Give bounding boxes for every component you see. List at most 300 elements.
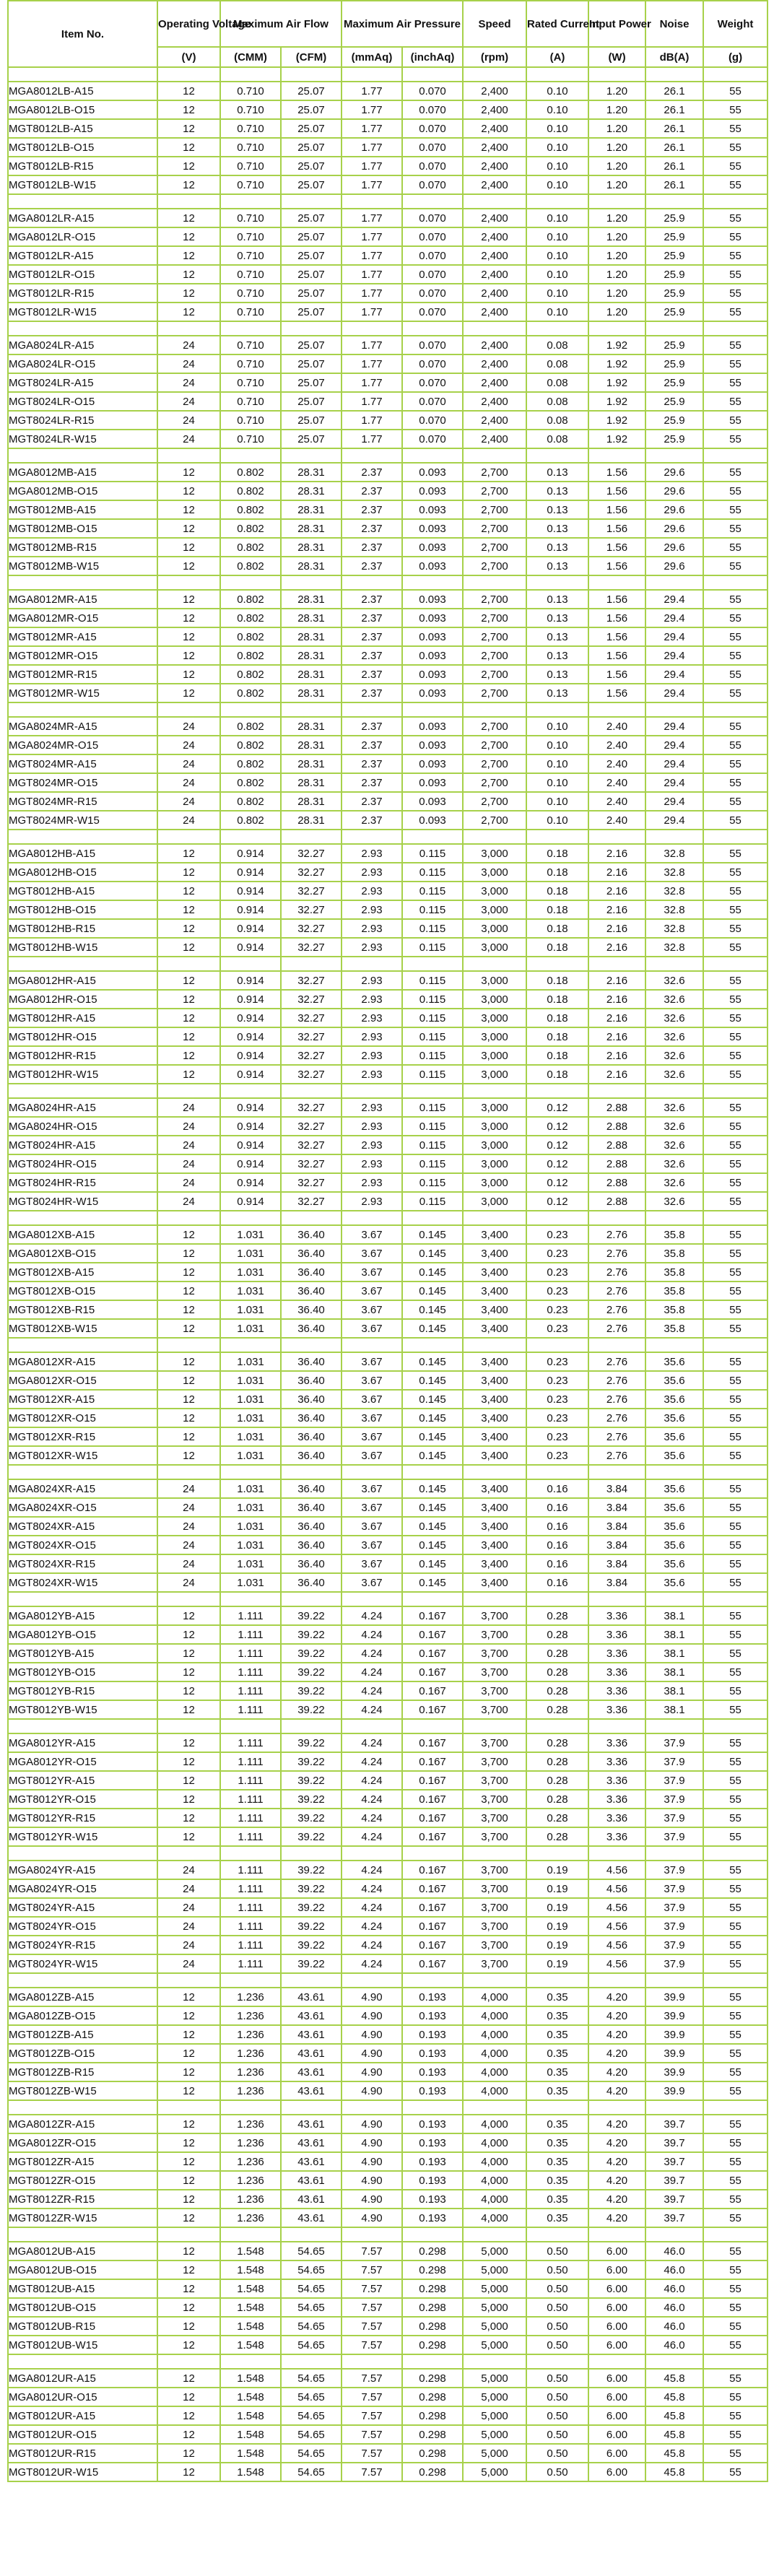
spacer-cell (463, 2227, 526, 2242)
model-cell: MGT8024LR-O15 (8, 392, 157, 411)
weight-cell: 55 (703, 1790, 768, 1809)
current-cell: 0.18 (526, 844, 588, 863)
spacer-cell (703, 2354, 768, 2369)
noise-cell: 29.4 (645, 736, 703, 754)
mmaq-cell: 4.90 (342, 2063, 402, 2081)
table-row (8, 1117, 768, 1136)
speed-cell: 3,000 (463, 1027, 526, 1046)
spacer-cell (281, 321, 342, 336)
mmaq-cell: 1.77 (342, 246, 402, 265)
cmm-cell: 1.548 (220, 2317, 281, 2336)
current-cell: 0.08 (526, 411, 588, 430)
speed-cell: 5,000 (463, 2260, 526, 2279)
power-cell: 2.16 (588, 1009, 645, 1027)
power-cell: 6.00 (588, 2336, 645, 2354)
cmm-cell: 1.548 (220, 2336, 281, 2354)
model-cell: MGA8012LR-A15 (8, 209, 157, 227)
cmm-cell: 0.802 (220, 811, 281, 830)
noise-cell: 26.1 (645, 100, 703, 119)
table-row (8, 1390, 768, 1409)
current-cell: 0.10 (526, 209, 588, 227)
mmaq-cell: 7.57 (342, 2369, 402, 2388)
table-row (8, 303, 768, 321)
spacer-cell (463, 448, 526, 463)
voltage-cell: 24 (157, 1136, 220, 1154)
inchaq-cell: 0.145 (402, 1536, 463, 1554)
cmm-cell: 1.031 (220, 1352, 281, 1371)
inchaq-cell: 0.145 (402, 1390, 463, 1409)
current-cell: 0.23 (526, 1319, 588, 1338)
cfm-cell: 36.40 (281, 1244, 342, 1263)
weight-cell: 55 (703, 1809, 768, 1827)
model-cell: MGA8012UB-O15 (8, 2260, 157, 2279)
cfm-cell: 32.27 (281, 1192, 342, 1211)
noise-cell: 29.4 (645, 717, 703, 736)
spacer-cell (645, 957, 703, 971)
power-cell: 1.92 (588, 336, 645, 354)
mmaq-cell: 2.93 (342, 971, 402, 990)
current-cell: 0.35 (526, 2152, 588, 2171)
inchaq-cell: 0.193 (402, 2063, 463, 2081)
voltage-cell: 12 (157, 1390, 220, 1409)
speed-cell: 4,000 (463, 2044, 526, 2063)
current-cell: 0.12 (526, 1136, 588, 1154)
weight-cell: 55 (703, 2260, 768, 2279)
model-cell: MGT8012YR-R15 (8, 1809, 157, 1827)
power-cell: 1.56 (588, 519, 645, 538)
table-row (8, 627, 768, 646)
table-row (8, 665, 768, 684)
weight-cell: 55 (703, 482, 768, 500)
unit-mmaq: (mmAq) (342, 47, 402, 67)
inchaq-cell: 0.070 (402, 411, 463, 430)
current-cell: 0.12 (526, 1192, 588, 1211)
spacer-cell (281, 575, 342, 590)
speed-cell: 4,000 (463, 2133, 526, 2152)
table-row (8, 773, 768, 792)
spacer-cell (645, 1592, 703, 1606)
spacer-cell (281, 2227, 342, 2242)
inchaq-cell: 0.167 (402, 1898, 463, 1917)
weight-cell: 55 (703, 919, 768, 938)
speed-cell: 3,700 (463, 1606, 526, 1625)
noise-cell: 39.9 (645, 2006, 703, 2025)
power-cell: 3.36 (588, 1625, 645, 1644)
cmm-cell: 0.914 (220, 990, 281, 1009)
cfm-cell: 39.22 (281, 1644, 342, 1663)
speed-cell: 2,400 (463, 227, 526, 246)
weight-cell: 55 (703, 1573, 768, 1592)
model-cell: MGT8024HR-W15 (8, 1192, 157, 1211)
speed-cell: 3,000 (463, 1154, 526, 1173)
inchaq-cell: 0.298 (402, 2388, 463, 2406)
voltage-cell: 12 (157, 2298, 220, 2317)
power-cell: 2.16 (588, 971, 645, 990)
cfm-cell: 32.27 (281, 919, 342, 938)
spacer-cell (463, 957, 526, 971)
current-cell: 0.50 (526, 2242, 588, 2260)
cfm-cell: 39.22 (281, 1827, 342, 1846)
model-cell: MGA8024XR-O15 (8, 1498, 157, 1517)
cfm-cell: 32.27 (281, 844, 342, 863)
table-row (8, 1517, 768, 1536)
speed-cell: 2,700 (463, 684, 526, 702)
mmaq-cell: 3.67 (342, 1554, 402, 1573)
table-row (8, 175, 768, 194)
noise-cell: 35.8 (645, 1319, 703, 1338)
inchaq-cell: 0.093 (402, 482, 463, 500)
spacer-cell (342, 575, 402, 590)
inchaq-cell: 0.145 (402, 1573, 463, 1592)
mmaq-cell: 7.57 (342, 2242, 402, 2260)
cfm-cell: 54.65 (281, 2444, 342, 2463)
cfm-cell: 28.31 (281, 717, 342, 736)
noise-cell: 46.0 (645, 2260, 703, 2279)
inchaq-cell: 0.298 (402, 2444, 463, 2463)
mmaq-cell: 3.67 (342, 1390, 402, 1409)
spacer-cell (703, 448, 768, 463)
group-spacer-row (8, 321, 768, 336)
spacer-cell (8, 448, 157, 463)
header-noise: Noise (645, 1, 703, 47)
spacer-cell (588, 448, 645, 463)
model-cell: MGT8012XR-A15 (8, 1390, 157, 1409)
header-power: Input Power (588, 1, 645, 47)
cfm-cell: 36.40 (281, 1409, 342, 1427)
voltage-cell: 12 (157, 2081, 220, 2100)
inchaq-cell: 0.093 (402, 811, 463, 830)
speed-cell: 2,700 (463, 482, 526, 500)
voltage-cell: 12 (157, 1625, 220, 1644)
spacer-cell (157, 2227, 220, 2242)
current-cell: 0.16 (526, 1554, 588, 1573)
current-cell: 0.28 (526, 1625, 588, 1644)
model-cell: MGT8024XR-O15 (8, 1536, 157, 1554)
speed-cell: 3,400 (463, 1282, 526, 1300)
speed-cell: 4,000 (463, 2063, 526, 2081)
weight-cell: 55 (703, 2115, 768, 2133)
cmm-cell: 0.802 (220, 736, 281, 754)
speed-cell: 3,400 (463, 1498, 526, 1517)
cfm-cell: 39.22 (281, 1625, 342, 1644)
cfm-cell: 25.07 (281, 430, 342, 448)
current-cell: 0.10 (526, 227, 588, 246)
cfm-cell: 36.40 (281, 1446, 342, 1465)
power-cell: 1.56 (588, 463, 645, 482)
weight-cell: 55 (703, 1300, 768, 1319)
spacer-cell (8, 1973, 157, 1988)
inchaq-cell: 0.145 (402, 1225, 463, 1244)
weight-cell: 55 (703, 990, 768, 1009)
power-cell: 3.36 (588, 1644, 645, 1663)
speed-cell: 3,000 (463, 882, 526, 900)
current-cell: 0.18 (526, 919, 588, 938)
speed-cell: 2,400 (463, 392, 526, 411)
current-cell: 0.35 (526, 2133, 588, 2152)
unit-inchaq: (inchAq) (402, 47, 463, 67)
speed-cell: 3,700 (463, 1771, 526, 1790)
cfm-cell: 32.27 (281, 1136, 342, 1154)
cfm-cell: 32.27 (281, 1098, 342, 1117)
noise-cell: 37.9 (645, 1733, 703, 1752)
spacer-cell (463, 1338, 526, 1352)
table-row (8, 2171, 768, 2190)
speed-cell: 3,400 (463, 1427, 526, 1446)
mmaq-cell: 4.90 (342, 2190, 402, 2209)
speed-cell: 5,000 (463, 2425, 526, 2444)
power-cell: 1.56 (588, 627, 645, 646)
cmm-cell: 1.111 (220, 1681, 281, 1700)
group-spacer-row (8, 2100, 768, 2115)
cfm-cell: 39.22 (281, 1790, 342, 1809)
power-cell: 1.56 (588, 538, 645, 557)
mmaq-cell: 1.77 (342, 119, 402, 138)
inchaq-cell: 0.070 (402, 354, 463, 373)
inchaq-cell: 0.193 (402, 2171, 463, 2190)
current-cell: 0.13 (526, 557, 588, 575)
cmm-cell: 1.031 (220, 1446, 281, 1465)
spacer-cell (281, 1338, 342, 1352)
voltage-cell: 12 (157, 919, 220, 938)
mmaq-cell: 2.93 (342, 1136, 402, 1154)
cmm-cell: 1.031 (220, 1498, 281, 1517)
cmm-cell: 1.111 (220, 1663, 281, 1681)
weight-cell: 55 (703, 82, 768, 100)
table-row (8, 2279, 768, 2298)
cmm-cell: 1.236 (220, 1988, 281, 2006)
power-cell: 1.20 (588, 82, 645, 100)
noise-cell: 35.8 (645, 1300, 703, 1319)
table-row (8, 684, 768, 702)
table-row (8, 990, 768, 1009)
mmaq-cell: 7.57 (342, 2463, 402, 2481)
mmaq-cell: 3.67 (342, 1371, 402, 1390)
spacer-cell (402, 67, 463, 82)
power-cell: 2.88 (588, 1154, 645, 1173)
table-row (8, 1936, 768, 1954)
voltage-cell: 24 (157, 411, 220, 430)
spacer-cell (342, 1846, 402, 1861)
mmaq-cell: 2.37 (342, 500, 402, 519)
power-cell: 1.92 (588, 373, 645, 392)
spacer-cell (703, 1592, 768, 1606)
table-row (8, 1027, 768, 1046)
current-cell: 0.13 (526, 684, 588, 702)
spacer-cell (645, 702, 703, 717)
mmaq-cell: 2.37 (342, 717, 402, 736)
speed-cell: 2,400 (463, 303, 526, 321)
inchaq-cell: 0.093 (402, 646, 463, 665)
model-cell: MGT8012XB-O15 (8, 1282, 157, 1300)
power-cell: 2.88 (588, 1173, 645, 1192)
inchaq-cell: 0.093 (402, 538, 463, 557)
voltage-cell: 12 (157, 119, 220, 138)
voltage-cell: 12 (157, 1752, 220, 1771)
weight-cell: 55 (703, 354, 768, 373)
current-cell: 0.19 (526, 1917, 588, 1936)
speed-cell: 3,700 (463, 1861, 526, 1879)
mmaq-cell: 4.24 (342, 1663, 402, 1681)
current-cell: 0.10 (526, 811, 588, 830)
voltage-cell: 12 (157, 2006, 220, 2025)
cmm-cell: 1.111 (220, 1700, 281, 1719)
cfm-cell: 25.07 (281, 246, 342, 265)
weight-cell: 55 (703, 1136, 768, 1154)
noise-cell: 29.6 (645, 538, 703, 557)
model-cell: MGT8024MR-R15 (8, 792, 157, 811)
table-row (8, 1573, 768, 1592)
group-spacer-row (8, 702, 768, 717)
cfm-cell: 32.27 (281, 1173, 342, 1192)
current-cell: 0.10 (526, 119, 588, 138)
noise-cell: 32.8 (645, 882, 703, 900)
mmaq-cell: 1.77 (342, 265, 402, 284)
inchaq-cell: 0.145 (402, 1282, 463, 1300)
mmaq-cell: 2.93 (342, 1154, 402, 1173)
cfm-cell: 28.31 (281, 811, 342, 830)
spacer-cell (220, 1592, 281, 1606)
current-cell: 0.18 (526, 1065, 588, 1084)
noise-cell: 37.9 (645, 1954, 703, 1973)
inchaq-cell: 0.167 (402, 1625, 463, 1644)
spacer-cell (157, 1592, 220, 1606)
spacer-cell (220, 448, 281, 463)
cmm-cell: 1.236 (220, 2171, 281, 2190)
current-cell: 0.10 (526, 82, 588, 100)
noise-cell: 25.9 (645, 227, 703, 246)
weight-cell: 55 (703, 1879, 768, 1898)
spacer-cell (645, 1973, 703, 1988)
group-spacer-row (8, 1465, 768, 1479)
current-cell: 0.18 (526, 938, 588, 957)
power-cell: 1.56 (588, 646, 645, 665)
inchaq-cell: 0.093 (402, 754, 463, 773)
mmaq-cell: 3.67 (342, 1319, 402, 1338)
inchaq-cell: 0.093 (402, 684, 463, 702)
mmaq-cell: 2.37 (342, 557, 402, 575)
inchaq-cell: 0.093 (402, 792, 463, 811)
cmm-cell: 1.031 (220, 1282, 281, 1300)
cmm-cell: 0.802 (220, 609, 281, 627)
table-row (8, 1554, 768, 1573)
noise-cell: 25.9 (645, 336, 703, 354)
cfm-cell: 36.40 (281, 1573, 342, 1592)
mmaq-cell: 3.67 (342, 1446, 402, 1465)
cfm-cell: 28.31 (281, 773, 342, 792)
table-row (8, 557, 768, 575)
model-cell: MGT8012ZR-A15 (8, 2152, 157, 2171)
mmaq-cell: 2.93 (342, 919, 402, 938)
model-cell: MGA8012MR-O15 (8, 609, 157, 627)
cmm-cell: 0.710 (220, 265, 281, 284)
mmaq-cell: 4.24 (342, 1954, 402, 1973)
model-cell: MGT8012XR-R15 (8, 1427, 157, 1446)
spacer-cell (220, 1719, 281, 1733)
group-spacer-row (8, 67, 768, 82)
spacer-cell (220, 702, 281, 717)
weight-cell: 55 (703, 2006, 768, 2025)
cmm-cell: 0.710 (220, 119, 281, 138)
mmaq-cell: 2.93 (342, 844, 402, 863)
cmm-cell: 0.914 (220, 1173, 281, 1192)
voltage-cell: 12 (157, 1771, 220, 1790)
power-cell: 1.56 (588, 482, 645, 500)
spacer-cell (645, 2227, 703, 2242)
current-cell: 0.13 (526, 538, 588, 557)
model-cell: MGT8012HR-O15 (8, 1027, 157, 1046)
speed-cell: 5,000 (463, 2336, 526, 2354)
current-cell: 0.50 (526, 2369, 588, 2388)
cfm-cell: 36.40 (281, 1536, 342, 1554)
voltage-cell: 12 (157, 646, 220, 665)
model-cell: MGT8024LR-R15 (8, 411, 157, 430)
speed-cell: 3,400 (463, 1446, 526, 1465)
cmm-cell: 1.111 (220, 1936, 281, 1954)
voltage-cell: 12 (157, 1371, 220, 1390)
mmaq-cell: 2.37 (342, 482, 402, 500)
table-row (8, 119, 768, 138)
speed-cell: 2,700 (463, 754, 526, 773)
cfm-cell: 39.22 (281, 1861, 342, 1879)
current-cell: 0.28 (526, 1771, 588, 1790)
voltage-cell: 12 (157, 2152, 220, 2171)
speed-cell: 3,400 (463, 1244, 526, 1263)
table-row (8, 463, 768, 482)
model-cell: MGT8012MR-A15 (8, 627, 157, 646)
mmaq-cell: 1.77 (342, 157, 402, 175)
table-row (8, 2063, 768, 2081)
voltage-cell: 12 (157, 557, 220, 575)
mmaq-cell: 2.37 (342, 754, 402, 773)
model-cell: MGA8012MB-O15 (8, 482, 157, 500)
cmm-cell: 1.111 (220, 1861, 281, 1879)
spacer-cell (281, 448, 342, 463)
spacer-cell (703, 2227, 768, 2242)
noise-cell: 25.9 (645, 284, 703, 303)
cfm-cell: 32.27 (281, 1065, 342, 1084)
weight-cell: 55 (703, 392, 768, 411)
spacer-cell (220, 2354, 281, 2369)
current-cell: 0.23 (526, 1371, 588, 1390)
speed-cell: 2,400 (463, 284, 526, 303)
power-cell: 6.00 (588, 2260, 645, 2279)
table-row (8, 100, 768, 119)
power-cell: 1.56 (588, 665, 645, 684)
header-item-no: Item No. (8, 1, 157, 67)
noise-cell: 26.1 (645, 175, 703, 194)
speed-cell: 3,400 (463, 1554, 526, 1573)
voltage-cell: 12 (157, 265, 220, 284)
spacer-cell (645, 67, 703, 82)
mmaq-cell: 1.77 (342, 175, 402, 194)
voltage-cell: 12 (157, 2463, 220, 2481)
weight-cell: 55 (703, 2171, 768, 2190)
cmm-cell: 0.710 (220, 157, 281, 175)
inchaq-cell: 0.298 (402, 2406, 463, 2425)
cmm-cell: 1.031 (220, 1517, 281, 1536)
mmaq-cell: 1.77 (342, 411, 402, 430)
cfm-cell: 28.31 (281, 519, 342, 538)
weight-cell: 55 (703, 557, 768, 575)
table-row (8, 646, 768, 665)
current-cell: 0.50 (526, 2425, 588, 2444)
power-cell: 6.00 (588, 2388, 645, 2406)
spacer-cell (8, 1084, 157, 1098)
noise-cell: 32.6 (645, 990, 703, 1009)
noise-cell: 35.6 (645, 1479, 703, 1498)
cfm-cell: 54.65 (281, 2298, 342, 2317)
table-row (8, 2190, 768, 2209)
